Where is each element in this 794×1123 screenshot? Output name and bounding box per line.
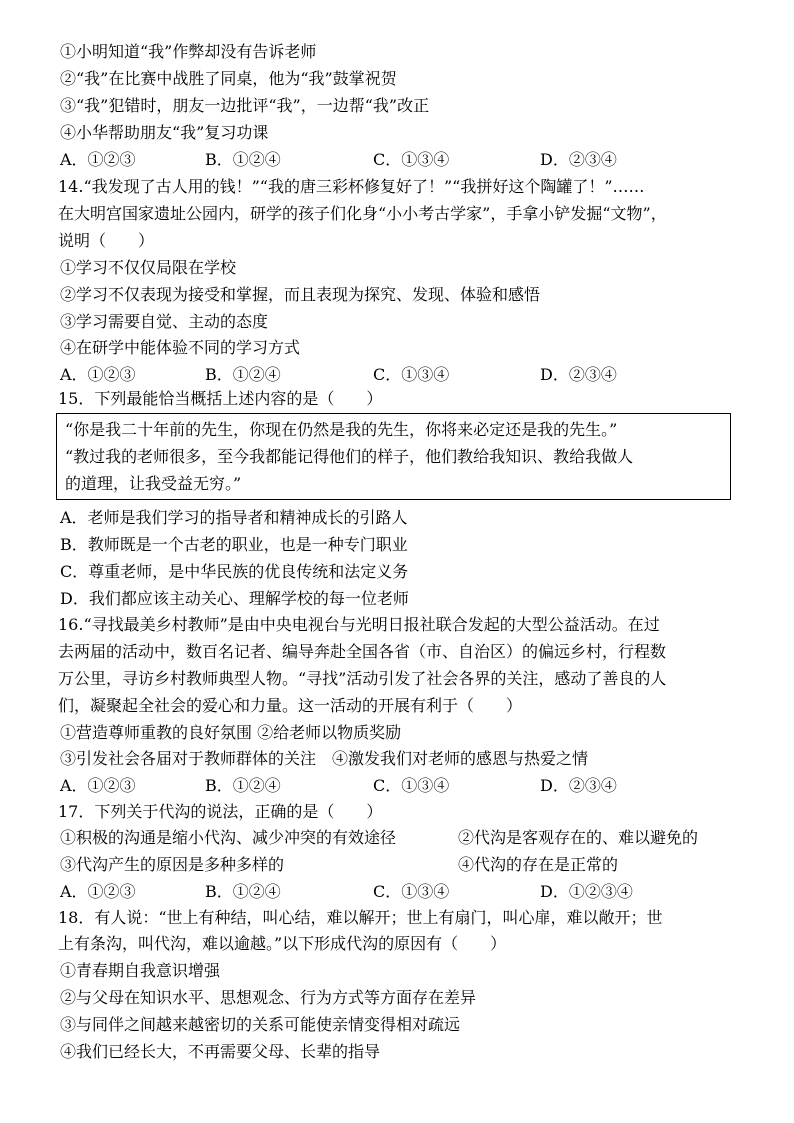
q14-stem-line-1: 14.“我发现了古人用的钱！”“我的唐三彩杯修复好了！”“我拼好这个陶罐了！”…… [58, 177, 645, 196]
q17-item-4: ④代沟的存在是正常的 [458, 855, 619, 874]
q13-option-d: D．②③④ [540, 150, 617, 169]
q14-option-c: C．①③④ [373, 365, 450, 384]
q14-item-2: ②学习不仅表现为接受和掌握，而且表现为探究、发现、体验和感悟 [60, 285, 541, 304]
q14-item-3: ③学习需要自觉、主动的态度 [60, 312, 269, 331]
q14-item-1: ①学习不仅仅局限在学校 [60, 258, 237, 277]
q13-option-b: B．①②④ [205, 150, 281, 169]
q15-stem: 15．下列最能恰当概括上述内容的是（ ） [58, 389, 383, 408]
q13-item-4: ④小华帮助朋友“我”复习功课 [60, 123, 269, 142]
q15-quote-box [56, 413, 731, 500]
q16-option-d: D．②③④ [540, 776, 617, 795]
q16-stem-line-2: 去两届的活动中，数百名记者、编导奔赴全国各省（市、自治区）的偏远乡村，行程数 [58, 642, 667, 661]
q16-option-c: C．①③④ [373, 776, 450, 795]
q15-option-c: C．尊重老师，是中华民族的优良传统和法定义务 [60, 562, 409, 581]
q17-stem: 17．下列关于代沟的说法，正确的是（ ） [58, 802, 383, 821]
q18-stem-line-2: 上有条沟，叫代沟，难以逾越。”以下形成代沟的原因有（ ） [58, 934, 507, 953]
q17-option-b: B．①②④ [205, 882, 281, 901]
q16-option-a: A．①②③ [60, 776, 136, 795]
q14-option-b: B．①②④ [205, 365, 281, 384]
q17-option-a: A．①②③ [60, 882, 136, 901]
q14-option-d: D．②③④ [540, 365, 617, 384]
q16-items-row-2: ③引发社会各届对于教师群体的关注 ④激发我们对老师的感恩与热爱之情 [60, 749, 589, 768]
q17-item-1: ①积极的沟通是缩小代沟、减少冲突的有效途径 [60, 828, 397, 847]
q14-option-a: A．①②③ [60, 365, 136, 384]
q13-option-a: A．①②③ [60, 150, 136, 169]
q16-items-row-1: ①营造尊师重教的良好氛围 ②给老师以物质奖励 [60, 723, 402, 742]
q15-quote-line-1: “你是我二十年前的先生，你现在仍然是我的先生，你将来必定还是我的先生。” [65, 420, 618, 439]
q15-option-a: A．老师是我们学习的指导者和精神成长的引路人 [60, 508, 408, 527]
q14-stem-line-3: 说明（ ） [58, 231, 155, 250]
q13-item-2: ②“我”在比赛中战胜了同桌，他为“我”鼓掌祝贺 [60, 69, 397, 88]
q18-item-1: ①青春期自我意识增强 [60, 961, 221, 980]
q18-item-4: ④我们已经长大，不再需要父母、长辈的指导 [60, 1042, 381, 1061]
q18-item-2: ②与父母在知识水平、思想观念、行为方式等方面存在差异 [60, 988, 477, 1007]
q17-item-2: ②代沟是客观存在的、难以避免的 [458, 828, 699, 847]
q15-option-d: D．我们都应该主动关心、理解学校的每一位老师 [60, 589, 409, 608]
q16-stem-line-4: 们，凝聚起全社会的爱心和力量。这一活动的开展有利于（ ） [58, 696, 523, 715]
q16-stem-line-1: 16.“寻找最美乡村教师”是由中央电视台与光明日报社联合发起的大型公益活动。在过 [58, 615, 660, 634]
q14-stem-line-2: 在大明宫国家遗址公园内，研学的孩子们化身“小小考古学家”，手拿小铲发掘“文物”， [58, 204, 667, 223]
q15-quote-line-3: 的道理，让我受益无穷。” [65, 474, 242, 493]
q15-option-b: B．教师既是一个古老的职业，也是一种专门职业 [60, 535, 408, 554]
q13-item-1: ①小明知道“我”作弊却没有告诉老师 [60, 42, 317, 61]
q18-item-3: ③与同伴之间越来越密切的关系可能使亲情变得相对疏远 [60, 1015, 461, 1034]
q17-option-d: D．①②③④ [540, 882, 633, 901]
q13-item-3: ③“我”犯错时，朋友一边批评“我”，一边帮“我”改正 [60, 96, 430, 115]
q16-option-b: B．①②④ [205, 776, 281, 795]
q14-item-4: ④在研学中能体验不同的学习方式 [60, 338, 301, 357]
q15-quote-line-2: “教过我的老师很多，至今我都能记得他们的样子，他们教给我知识、教给我做人 [65, 447, 634, 466]
q13-option-c: C．①③④ [373, 150, 450, 169]
q17-item-3: ③代沟产生的原因是多种多样的 [60, 855, 285, 874]
q17-option-c: C．①③④ [373, 882, 450, 901]
q16-stem-line-3: 万公里，寻访乡村教师典型人物。“寻找”活动引发了社会各界的关注，感动了善良的人 [58, 669, 667, 688]
q18-stem-line-1: 18．有人说：“世上有种结，叫心结，难以解开；世上有扇门，叫心扉，难以敞开；世 [58, 908, 663, 927]
